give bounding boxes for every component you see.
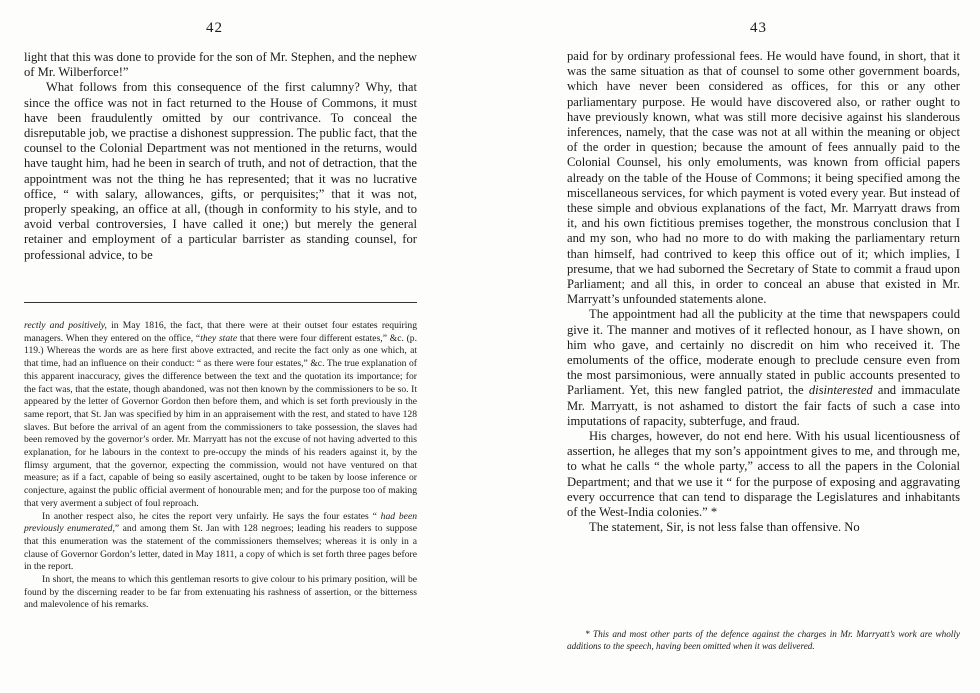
paragraph: His charges, however, do not end here. With his usual licentiousness of assertion, he alleges that my son’s appointment gives to me, and through me, to what he calls “ the whole party,” access to all the papers in the Colonial Department; and that we use it “ for the purpose of exposing and aggravating every occurrence that can tend to disparage the Legislatures and inhabitants of the West-India colonies.” *	[567, 429, 960, 520]
right-main-text	[567, 49, 960, 536]
footnote-paragraph: * This and most other parts of the defence against the charges in Mr. Marryatt’s work are wholly additions to the speech, having been omitted when it was delivered.	[567, 629, 960, 652]
page-number-right: 43	[750, 20, 767, 36]
footnote-paragraph: In another respect also, he cites the report very unfairly. He says the four estates “ had been previously enumerated,” and among them St. Jan with 128 negroes; leading his readers to suppose that this enumeration was the statement of the commissioners themselves; whereas it is only in a clause of Governor Gordon’s letter, dated in May 1811, a copy of which is set forth three pages before in the report.	[24, 510, 417, 573]
left-main-text	[24, 50, 417, 263]
footnote-paragraph: In short, the means to which this gentleman resorts to give colour to his primary position, will be found by the discerning reader to be far from extenuating his rashness of assertion, or the bitterness and malevolence of his remarks.	[24, 574, 417, 611]
page-number-left: 42	[206, 20, 223, 36]
left-footnote	[24, 320, 417, 612]
paragraph: light that this was done to provide for the son of Mr. Stephen, and the nephew of Mr. Wilberforce!”	[24, 50, 417, 80]
right-footnote	[567, 628, 960, 653]
paragraph: The statement, Sir, is not less false than offensive. No	[589, 520, 860, 535]
paragraph: paid for by ordinary professional fees. He would have found, in short, that it was the same situation as that of counsel to some other government boards, which have never been considered as offices, for this or any other parliamentary purpose. He would have discovered also, or rather ought to have previously known, what was still more decisive against his slanderous inferences, namely, that the case was not at all within the meaning or object of the order in question; because the amount of fees annually paid to the Colonial Counsel, his only emoluments, was known from official papers already on the table of the House of Commons; it being specified among the miscellaneous services, for which payment is voted every year. But instead of these simple and obvious explanations of the fact, Mr. Marryatt draws from it, and his own fictitious premises together, the monstrous conclusion that I and my son, who had no more to do with making the parliamentary return than himself, had contrived to keep this office out of it; which implies, I presume, that we had suborned the Secretary of State to commit a fraud upon Parliament; and all this, in order to conceal an abuse that existed in Mr. Marryatt’s unfounded statements alone.	[567, 49, 960, 307]
paragraph: What follows from this consequence of the first calumny? Why, that since the office was not in fact returned to the House of Commons, it must have been fraudulently omitted by our contrivance. To conceal the disreputable job, we practise a dishonest suppression. The public fact, that the counsel to the Colonial Department was not mentioned in the returns, would have taught him, had he been in search of truth, and not of detraction, that the appointment was not the thing he has represented; that it was no lucrative office, “ with salary, allowances, gifts, or perquisites;” that it was not, properly speaking, an office at all, (though in conformity to his style, and to avoid verbal controversies, I have called it one;) but merely the general retainer and employment of a particular barrister as standing counsel, for professional advice, to be	[24, 80, 417, 262]
paragraph: The appointment had all the publicity at the time that newspapers could give it. The manner and motives of it reflected honour, as I have shown, on him who gave, and certainly no discredit on him who received it. The emoluments of the office, moderate enough to preclude censure even from the most parsimonious, were annually stated in public accounts presented to Parliament. Yet, this new fangled patriot, the disinterested and immaculate Mr. Marryatt, is not ashamed to distort the fair facts of such a case into imputations of rapacity, subterfuge, and fraud.	[567, 307, 960, 428]
footnote-paragraph: rectly and positively, in May 1816, the fact, that there were at their outset four estates requiring managers. When they entered on the office, “they state that there were four different estates,” &c. (p. 119.) Whereas the words are as here first above extracted, and recite the fact only as one which, at that time, had an influence on their conduct: “ as there were four estates,” &c. The true explanation of this apparent inaccuracy, gives the difference between the text and the quotation its importance; for the fact was, that the estate, though abandoned, was not then known by the commissioners to be so. It appeared by the letter of Governor Gordon then before them, and which is set forth previously in the same report, that St. Jan was specified by him in an appraisement with the rest, and stated to have 128 slaves. But before the arrival of an agent from the commissioners to take possession, the slaves had been removed by the governor’s order. Mr. Marryatt has not the excuse of not having adverted to this explanation, for he labours in the context to pre-occupy the minds of his readers against it, by the flimsy argument, that the governor, expecting the commission, would not have ventured on that measure; as if a fact, capable of being so easily ascertained, ought to be taken by loose inference or conjecture, against the public official averment of honourable men; and for the purpose too of making that very averment a subject of foul reproach.	[24, 320, 418, 509]
footnote-rule	[24, 302, 417, 303]
